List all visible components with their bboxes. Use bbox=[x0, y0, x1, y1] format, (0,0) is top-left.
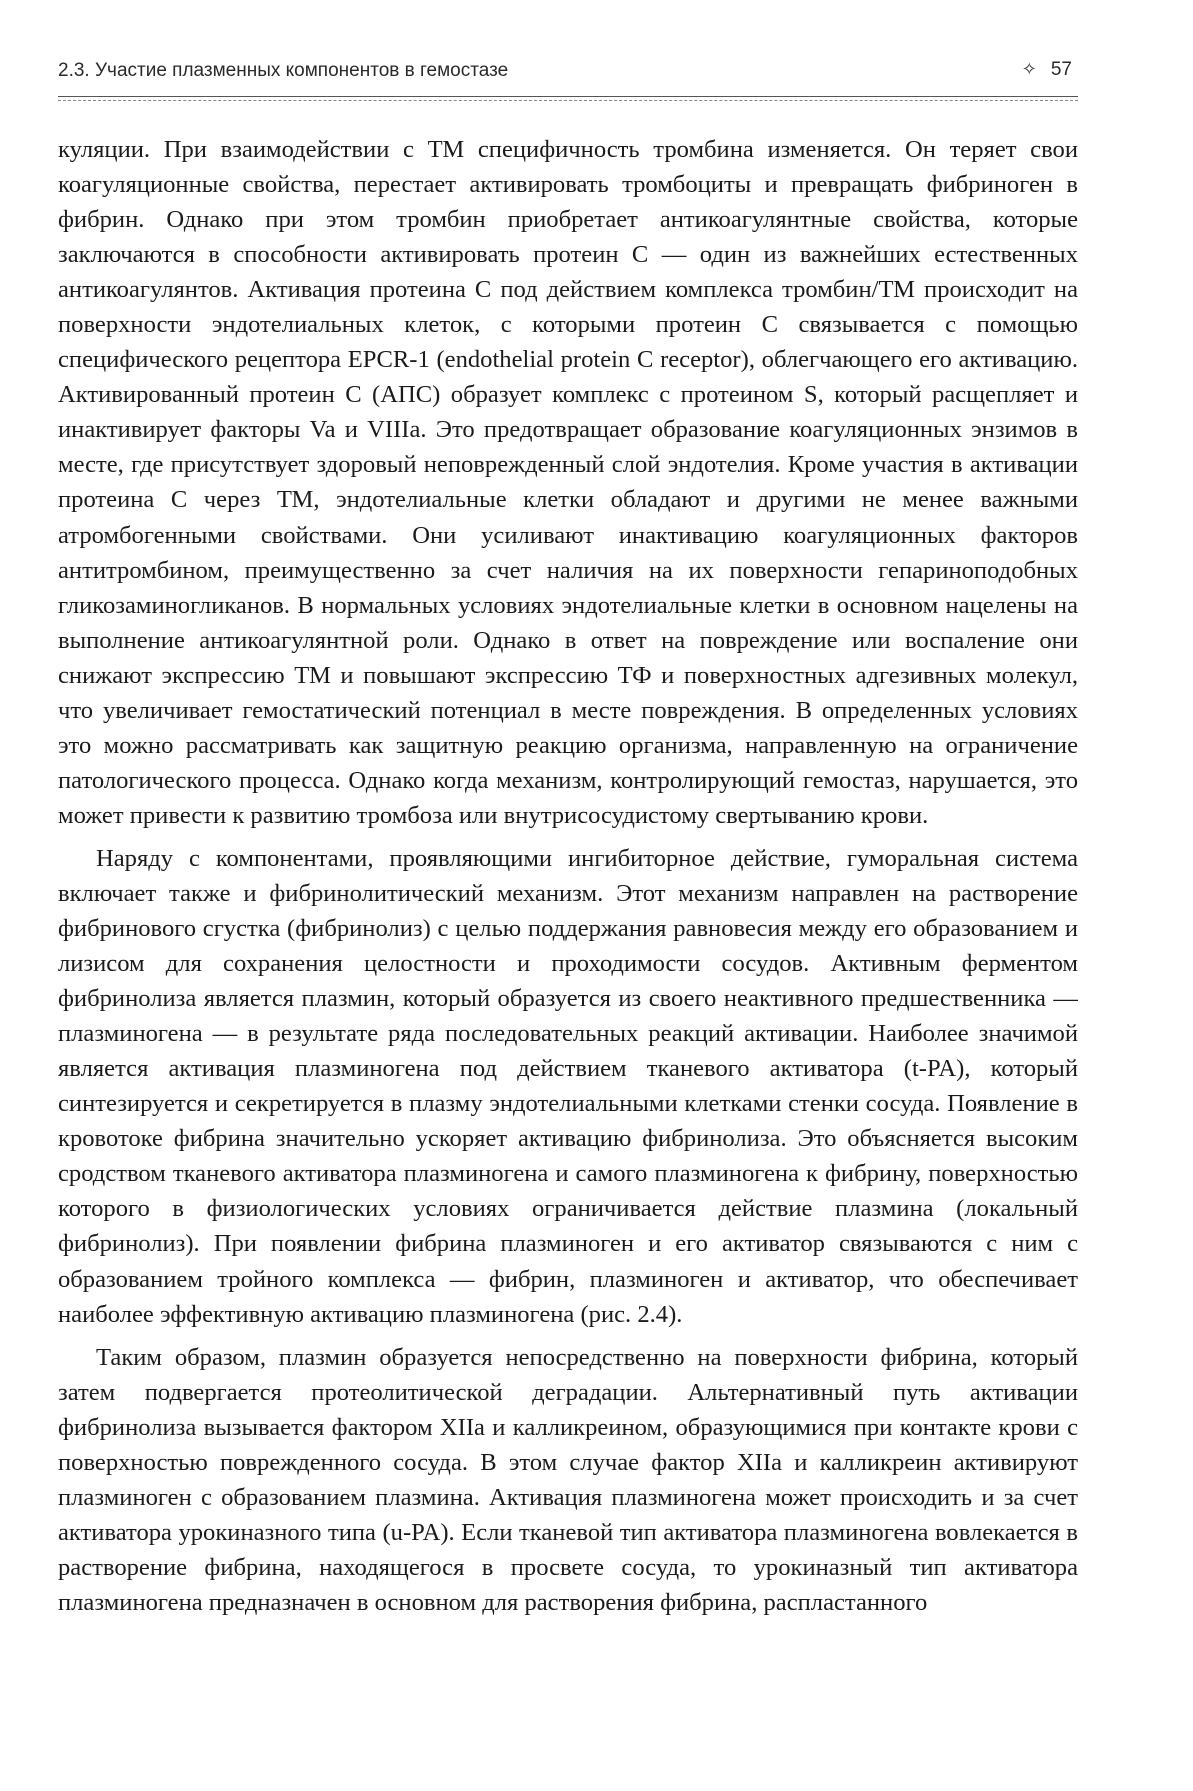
paragraph-plasmin-activation: Таким образом, плазмин образуется непосредственно на поверхности фибрина, который затем подвергается протеолитической деградации. Альтернативный путь активации фибринолиза вызывается фактором XIIa и калликреином, образующимися при контакте крови с поверхностью поврежденного сосуда. В этом случае фактор XIIa и калликреин активируют плазминоген с образованием плазмина. Активация плазминогена может происходить и за счет активатора урокиназного типа (u-PA). Если тканевой тип активатора плазминогена вовлекается в растворение фибрина, находящегося в просвете сосуда, то урокиназный тип активатора плазминогена предназначен в основном для растворения фибрина, распластанного bbox=[58, 1343, 1078, 1616]
diamond-ornament-icon: ✧ bbox=[1021, 59, 1037, 79]
body-text bbox=[58, 132, 1078, 1772]
header-rule-secondary bbox=[58, 100, 1078, 101]
page-marker bbox=[1022, 59, 1072, 81]
paragraph-fibrinolysis: Наряду с компонентами, проявляющими ингибиторное действие, гуморальная система включает также и фибринолитический механизм. Этот механизм направлен на растворение фибринового сгустка (фибринолиз) с целью поддержания равновесия между его образованием и лизисом для сохранения целостности и проходимости сосудов. Активным ферментом фибринолиза является плазмин, который образуется из своего неактивного предшественника — плазминогена — в результате ряда последовательных реакций активации. Наиболее значимой является активация плазминогена под действием тканевого активатора (t-PA), который синтезируется и секретируется в плазму эндотелиальными клетками стенки сосуда. Появление в кровотоке фибрина значительно ускоряет активацию фибринолиза. Это объясняется высоким сродством тканевого активатора плазминогена и самого плазминогена к фибрину, поверхностью которого в физиологических условиях ограничивается действие плазмина (локальный фибринолиз). При появлении фибрина плазминоген и его активатор связываются с ним с образованием тройного комплекса — фибрин, плазминоген и активатор, что обеспечивает наиболее эффективную активацию плазминогена (рис. 2.4). bbox=[58, 844, 1078, 1328]
section-title: 2.3. Участие плазменных компонентов в гемостазе bbox=[58, 60, 509, 81]
running-head bbox=[58, 54, 1078, 90]
page-number: 57 bbox=[1050, 59, 1072, 80]
paragraph-continuation: куляции. При взаимодействии с ТМ специфичность тромбина изменяется. Он теряет свои коагуляционные свойства, перестает активировать тромбоциты и превращать фибриноген в фибрин. Однако при этом тромбин приобретает антикоагулянтные свойства, которые заключаются в способности активировать протеин C — один из важнейших естественных антикоагулянтов. Активация протеина C под действием комплекса тромбин/ТМ происходит на поверхности эндотелиальных клеток, с которыми протеин C связывается с помощью специфического рецептора EPCR-1 (endothelial protein C receptor), облегчающего его активацию. Активированный протеин C (АПС) образует комплекс с протеином S, который расщепляет и инактивирует факторы Va и VIIIa. Это предотвращает образование коагуляционных энзимов в месте, где присутствует здоровый неповрежденный слой эндотелия. Кроме участия в активации протеина C через ТМ, эндотелиальные клетки обладают и другими не менее важными атромбогенными свойствами. Они усиливают инактивацию коагуляционных факторов антитромбином, преимущественно за счет наличия на их поверхности гепариноподобных гликозаминогликанов. В нормальных условиях эндотелиальные клетки в основном нацелены на выполнение антикоагулянтной роли. Однако в ответ на повреждение или воспаление они снижают экспрессию ТМ и повышают экспрессию ТФ и поверхностных адгезивных молекул, что увеличивает гемостатический потенциал в месте повреждения. В определенных условиях это можно рассматривать как защитную реакцию организма, направленную на ограничение патологического процесса. Однако когда механизм, контролирующий гемостаз, нарушается, это может привести к развитию тромбоза или внутрисосудистому свертыванию крови. bbox=[58, 136, 1078, 829]
header-rule bbox=[58, 96, 1078, 97]
